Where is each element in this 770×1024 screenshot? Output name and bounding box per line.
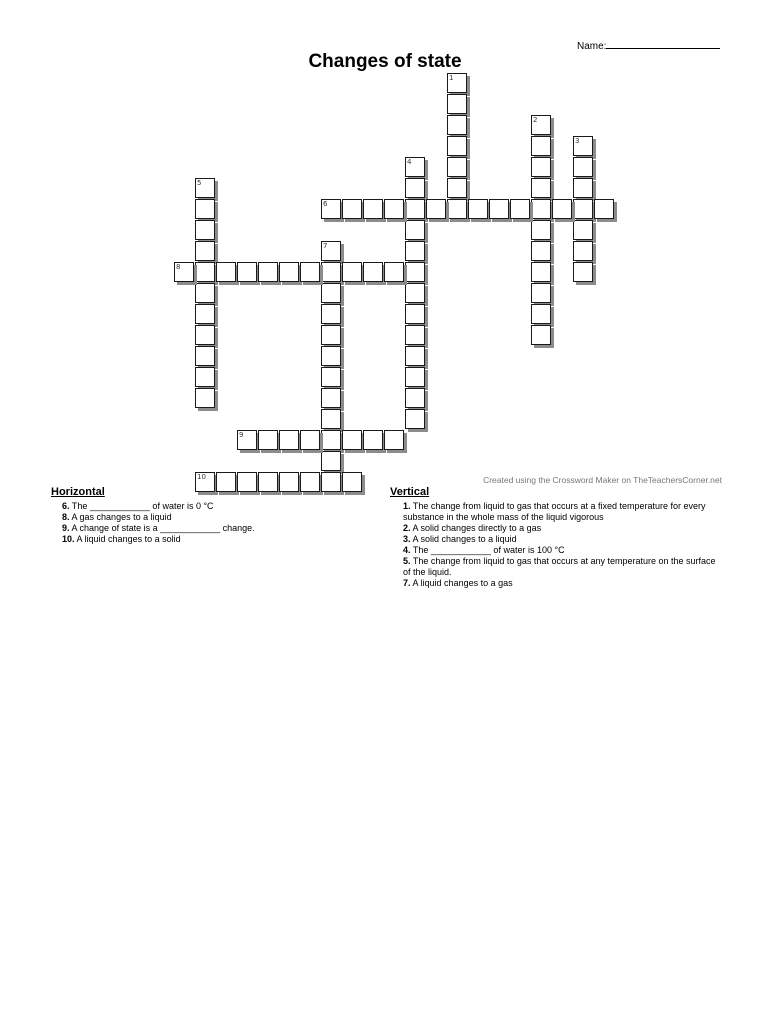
crossword-cell[interactable]	[363, 430, 383, 450]
crossword-cell[interactable]	[342, 199, 362, 219]
crossword-cell[interactable]	[321, 283, 341, 303]
horizontal-heading: Horizontal	[51, 486, 105, 498]
crossword-cell[interactable]	[531, 262, 551, 282]
horizontal-clues	[51, 486, 351, 545]
crossword-cell[interactable]	[531, 304, 551, 324]
clue-text: A liquid changes to a gas	[412, 578, 513, 588]
crossword-cell[interactable]	[405, 388, 425, 408]
crossword-cell[interactable]	[300, 262, 320, 282]
crossword-cell[interactable]	[405, 241, 425, 261]
clue-number: 6.	[62, 501, 70, 511]
crossword-grid	[0, 0, 770, 480]
crossword-cell[interactable]	[195, 346, 215, 366]
crossword-cell[interactable]	[195, 178, 215, 198]
crossword-cell[interactable]	[447, 136, 467, 156]
crossword-cell[interactable]	[321, 367, 341, 387]
clue-number: 7.	[403, 578, 411, 588]
clue-text: The change from liquid to gas that occurs at any temperature on the surface of the liquid.	[403, 556, 716, 577]
crossword-cell[interactable]	[195, 241, 215, 261]
crossword-cell[interactable]	[573, 241, 593, 261]
clue-text: A liquid changes to a solid	[76, 534, 181, 544]
clue-text: A gas changes to a liquid	[71, 512, 172, 522]
crossword-cell[interactable]	[531, 157, 551, 177]
clue-text: A solid changes directly to a gas	[412, 523, 542, 533]
clue-item	[390, 578, 725, 589]
crossword-cell[interactable]	[321, 409, 341, 429]
crossword-cell[interactable]	[405, 325, 425, 345]
clue-text: The ____________ of water is 100 °C	[412, 545, 565, 555]
crossword-cell[interactable]	[216, 262, 236, 282]
clue-number: 10.	[62, 534, 75, 544]
crossword-cell[interactable]	[447, 94, 467, 114]
crossword-cell[interactable]	[405, 304, 425, 324]
crossword-cell[interactable]	[489, 199, 509, 219]
crossword-cell[interactable]	[447, 157, 467, 177]
crossword-cell[interactable]	[195, 304, 215, 324]
crossword-cell[interactable]	[363, 262, 383, 282]
crossword-cell[interactable]	[321, 451, 341, 471]
crossword-cell[interactable]	[447, 115, 467, 135]
clue-number: 2.	[403, 523, 411, 533]
crossword-cell[interactable]	[258, 430, 278, 450]
clue-text: The change from liquid to gas that occurs at a fixed temperature for every substance in the whole mass of the liquid vigorous	[403, 501, 706, 522]
crossword-cell[interactable]	[573, 220, 593, 240]
crossword-cell[interactable]	[195, 388, 215, 408]
crossword-cell[interactable]	[321, 430, 341, 450]
crossword-cell[interactable]	[384, 262, 404, 282]
crossword-cell[interactable]	[405, 157, 425, 177]
crossword-cell[interactable]	[321, 388, 341, 408]
crossword-cell[interactable]	[405, 262, 425, 282]
clue-number-label: 4	[407, 158, 412, 166]
crossword-cell[interactable]	[321, 262, 341, 282]
crossword-cell[interactable]	[447, 199, 467, 219]
clue-item	[51, 534, 351, 545]
crossword-cell[interactable]	[321, 241, 341, 261]
crossword-cell[interactable]	[405, 283, 425, 303]
clue-item	[51, 512, 351, 523]
clue-item	[390, 534, 725, 545]
crossword-cell[interactable]	[405, 178, 425, 198]
vertical-heading: Vertical	[390, 486, 430, 498]
crossword-cell[interactable]	[321, 325, 341, 345]
clue-text: The ____________ of water is 0 °C	[71, 501, 214, 511]
clue-item	[51, 501, 351, 512]
crossword-cell[interactable]	[531, 220, 551, 240]
clue-number: 3.	[403, 534, 411, 544]
crossword-cell[interactable]	[279, 262, 299, 282]
crossword-cell[interactable]	[258, 262, 278, 282]
crossword-cell[interactable]	[447, 178, 467, 198]
page-title: Changes of state	[308, 51, 462, 72]
crossword-cell[interactable]	[552, 199, 572, 219]
crossword-cell[interactable]	[195, 283, 215, 303]
crossword-cell[interactable]	[531, 115, 551, 135]
crossword-cell[interactable]	[531, 199, 551, 219]
crossword-cell[interactable]	[342, 430, 362, 450]
crossword-cell[interactable]	[531, 325, 551, 345]
crossword-cell[interactable]	[405, 367, 425, 387]
vertical-clues	[390, 486, 725, 589]
crossword-cell[interactable]	[573, 136, 593, 156]
crossword-cell[interactable]	[531, 178, 551, 198]
clue-number-label: 2	[533, 116, 538, 124]
crossword-cell[interactable]	[531, 283, 551, 303]
crossword-cell[interactable]	[405, 199, 425, 219]
clue-number: 9.	[62, 523, 70, 533]
crossword-cell[interactable]	[426, 199, 446, 219]
crossword-cell[interactable]	[279, 430, 299, 450]
crossword-cell[interactable]	[405, 409, 425, 429]
clue-number-label: 5	[197, 179, 202, 187]
clue-item	[390, 556, 725, 578]
clue-item	[51, 523, 351, 534]
crossword-cell[interactable]	[321, 199, 341, 219]
crossword-cell[interactable]	[447, 73, 467, 93]
crossword-cell[interactable]	[468, 199, 488, 219]
crossword-cell[interactable]	[510, 199, 530, 219]
crossword-cell[interactable]	[300, 430, 320, 450]
crossword-cell[interactable]	[405, 346, 425, 366]
crossword-cell[interactable]	[195, 325, 215, 345]
crossword-cell[interactable]	[195, 367, 215, 387]
clue-number: 5.	[403, 556, 411, 566]
clue-number-label: 8	[176, 263, 181, 271]
clue-number-label: 7	[323, 242, 328, 250]
crossword-cell[interactable]	[384, 430, 404, 450]
crossword-cell[interactable]	[573, 262, 593, 282]
crossword-cell[interactable]	[573, 157, 593, 177]
crossword-cell[interactable]	[174, 262, 194, 282]
clue-number-label: 10	[197, 473, 206, 481]
crossword-cell[interactable]	[237, 430, 257, 450]
clue-number-label: 9	[239, 431, 244, 439]
crossword-cell[interactable]	[195, 199, 215, 219]
crossword-cell[interactable]	[594, 199, 614, 219]
crossword-cell[interactable]	[573, 178, 593, 198]
clue-text: A solid changes to a liquid	[412, 534, 517, 544]
clue-item	[390, 523, 725, 534]
crossword-cell[interactable]	[531, 241, 551, 261]
crossword-cell[interactable]	[237, 262, 257, 282]
crossword-cell[interactable]	[195, 262, 215, 282]
clue-number-label: 6	[323, 200, 328, 208]
crossword-cell[interactable]	[573, 199, 593, 219]
credit-line: Created using the Crossword Maker on TheTeachersCorner.net	[483, 475, 722, 485]
clue-item	[390, 545, 725, 556]
crossword-cell[interactable]	[342, 262, 362, 282]
crossword-cell[interactable]	[384, 199, 404, 219]
crossword-cell[interactable]	[405, 220, 425, 240]
clue-number-label: 1	[449, 74, 454, 82]
clue-number: 4.	[403, 545, 411, 555]
crossword-cell[interactable]	[195, 220, 215, 240]
name-label: Name:	[577, 41, 607, 52]
crossword-cell[interactable]	[321, 346, 341, 366]
clue-text: A change of state is a ____________ change.	[71, 523, 255, 533]
clue-number: 1.	[403, 501, 411, 511]
clue-number: 8.	[62, 512, 70, 522]
clue-item	[390, 501, 725, 523]
crossword-cell[interactable]	[321, 304, 341, 324]
clue-number-label: 3	[575, 137, 580, 145]
crossword-cell[interactable]	[531, 136, 551, 156]
crossword-cell[interactable]	[363, 199, 383, 219]
